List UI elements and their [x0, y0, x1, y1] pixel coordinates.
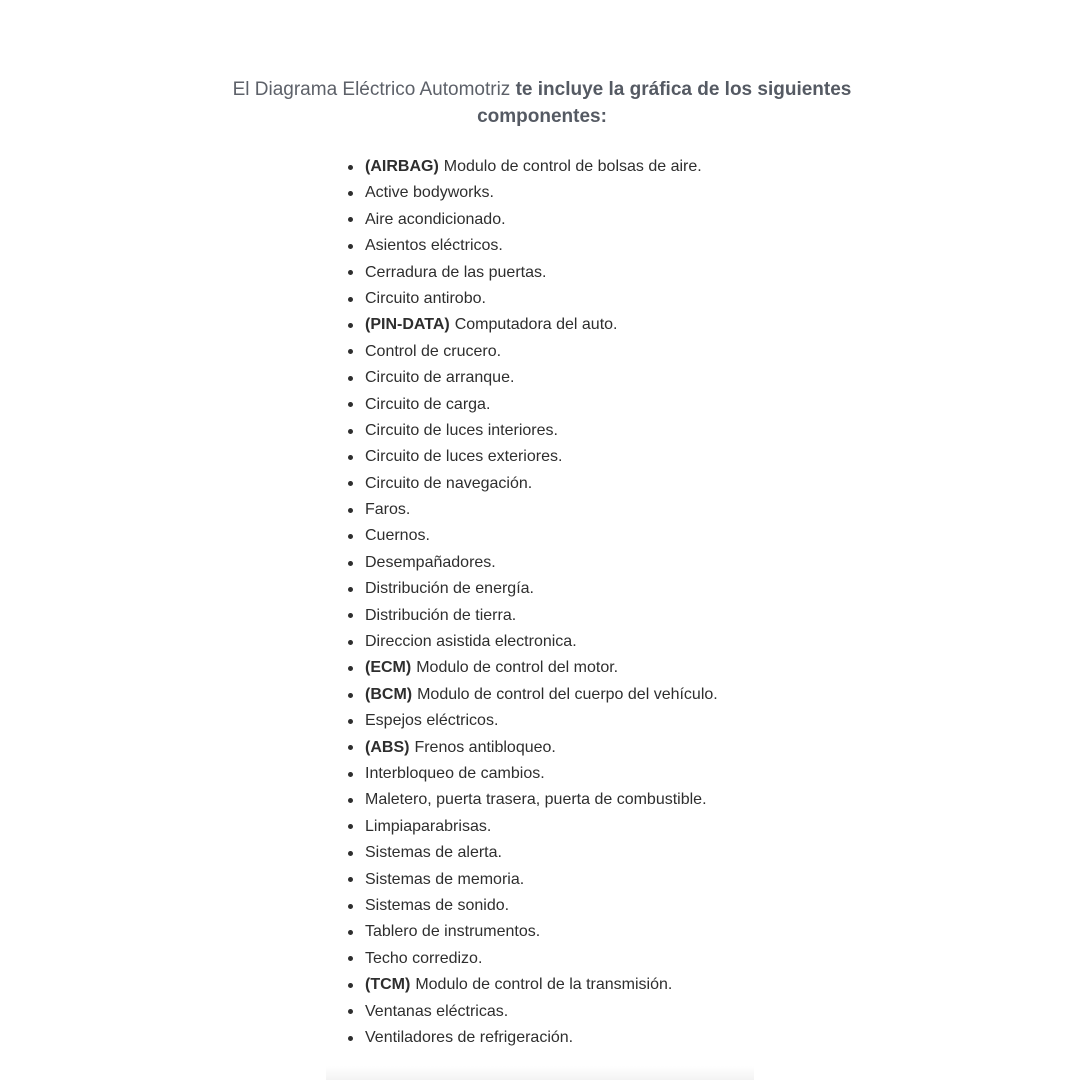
item-acronym: (PIN-DATA) [365, 316, 450, 334]
bullet-icon [348, 429, 353, 434]
bullet-icon [348, 165, 353, 170]
list-item [344, 867, 718, 893]
list-item [344, 497, 718, 523]
list-item [344, 946, 718, 972]
bullet-icon [348, 877, 353, 882]
list-item [344, 1025, 718, 1051]
item-acronym: (BCM) [365, 685, 413, 703]
list-item [344, 761, 718, 787]
list-item [344, 154, 718, 180]
item-text: Maletero, puerta trasera, puerta de combustible. [365, 791, 707, 809]
item-text: Modulo de control de la transmisión. [415, 976, 673, 994]
bullet-icon [348, 455, 353, 460]
bullet-icon [348, 824, 353, 829]
bullet-icon [348, 561, 353, 566]
heading-bold-text-line1: te incluye la gráfica de los siguientes [515, 79, 852, 100]
list-item [344, 286, 718, 312]
item-text: Distribución de tierra. [365, 606, 517, 624]
item-text: Sistemas de alerta. [365, 844, 502, 862]
item-text: Espejos eléctricos. [365, 712, 499, 730]
bullet-icon [348, 719, 353, 724]
bullet-icon [348, 323, 353, 328]
bullet-icon [348, 930, 353, 935]
list-item [344, 787, 718, 813]
bullet-icon [348, 270, 353, 275]
list-item [344, 260, 718, 286]
bullet-icon [348, 772, 353, 777]
item-text: Techo corredizo. [365, 949, 483, 967]
item-text: Faros. [365, 501, 411, 519]
list-item [344, 919, 718, 945]
list-item [344, 840, 718, 866]
bullet-icon [348, 534, 353, 539]
list-item [344, 392, 718, 418]
list-item [344, 603, 718, 629]
list-item [344, 365, 718, 391]
list-item [344, 999, 718, 1025]
bullet-icon [348, 798, 353, 803]
bullet-icon [348, 481, 353, 486]
item-text: Frenos antibloqueo. [414, 738, 556, 756]
bullet-icon [348, 693, 353, 698]
list-item [344, 207, 718, 233]
item-text: Ventiladores de refrigeración. [365, 1028, 574, 1046]
item-text: Modulo de control del cuerpo del vehículo. [417, 685, 718, 703]
bullet-icon [348, 1009, 353, 1014]
item-text: Sistemas de memoria. [365, 870, 525, 888]
list-item [344, 735, 718, 761]
list-item [344, 523, 718, 549]
item-text: Limpiaparabrisas. [365, 817, 492, 835]
item-text: Circuito de navegación. [365, 474, 533, 492]
bullet-icon [348, 613, 353, 618]
list-item [344, 893, 718, 919]
list-item [344, 629, 718, 655]
bullet-icon [348, 402, 353, 407]
heading-intro-text: El Diagrama Eléctrico Automotriz [232, 79, 516, 100]
item-text: Distribución de energía. [365, 580, 534, 598]
item-text: Modulo de control del motor. [416, 659, 619, 677]
bullet-icon [348, 244, 353, 249]
item-text: Control de crucero. [365, 342, 502, 360]
item-text: Cerradura de las puertas. [365, 263, 547, 281]
item-text: Circuito de carga. [365, 395, 491, 413]
list-item [344, 180, 718, 206]
bullet-icon [348, 297, 353, 302]
item-text: Cuernos. [365, 527, 430, 545]
list-item [344, 814, 718, 840]
bullet-icon [348, 587, 353, 592]
list-item [344, 444, 718, 470]
list-item [344, 655, 718, 681]
list-item [344, 339, 718, 365]
bullet-icon [348, 191, 353, 196]
bullet-icon [348, 217, 353, 222]
item-text: Desempañadores. [365, 553, 496, 571]
bottom-divider-shadow [326, 1066, 754, 1080]
list-item [344, 233, 718, 259]
item-acronym: (ECM) [365, 659, 412, 677]
bullet-icon [348, 508, 353, 513]
item-text: Computadora del auto. [454, 316, 618, 334]
list-item [344, 550, 718, 576]
list-item [344, 576, 718, 602]
item-text: Circuito de arranque. [365, 369, 515, 387]
item-text: Interbloqueo de cambios. [365, 764, 545, 782]
item-acronym: (AIRBAG) [365, 158, 439, 175]
bullet-icon [348, 745, 353, 750]
bullet-icon [348, 349, 353, 354]
bullet-icon [348, 851, 353, 856]
item-text: Active bodyworks. [365, 184, 494, 202]
item-text: Asientos eléctricos. [365, 237, 503, 255]
heading-bold-text-line2: componentes: [477, 106, 607, 127]
list-item [344, 312, 718, 338]
list-item [344, 682, 718, 708]
list-item [344, 708, 718, 734]
item-text: Tablero de instrumentos. [365, 923, 541, 941]
list-item [344, 418, 718, 444]
item-text: Ventanas eléctricas. [365, 1002, 509, 1020]
list-item [344, 471, 718, 497]
bullet-icon [348, 983, 353, 988]
bullet-icon [348, 376, 353, 381]
bullet-icon [348, 956, 353, 961]
bullet-icon [348, 1036, 353, 1041]
component-list [344, 154, 718, 1051]
item-text: Sistemas de sonido. [365, 896, 510, 914]
item-text: Circuito de luces interiores. [365, 421, 558, 439]
item-text: Circuito antirobo. [365, 289, 486, 307]
list-item [344, 972, 718, 998]
item-text: Aire acondicionado. [365, 210, 506, 228]
bullet-icon [348, 640, 353, 645]
item-acronym: (ABS) [365, 738, 410, 756]
bullet-icon [348, 666, 353, 671]
item-acronym: (TCM) [365, 976, 411, 994]
item-text: Direccion asistida electronica. [365, 633, 577, 651]
bullet-icon [348, 904, 353, 909]
item-text: Modulo de control de bolsas de aire. [443, 158, 702, 175]
item-text: Circuito de luces exteriores. [365, 448, 563, 466]
section-heading [200, 76, 884, 130]
